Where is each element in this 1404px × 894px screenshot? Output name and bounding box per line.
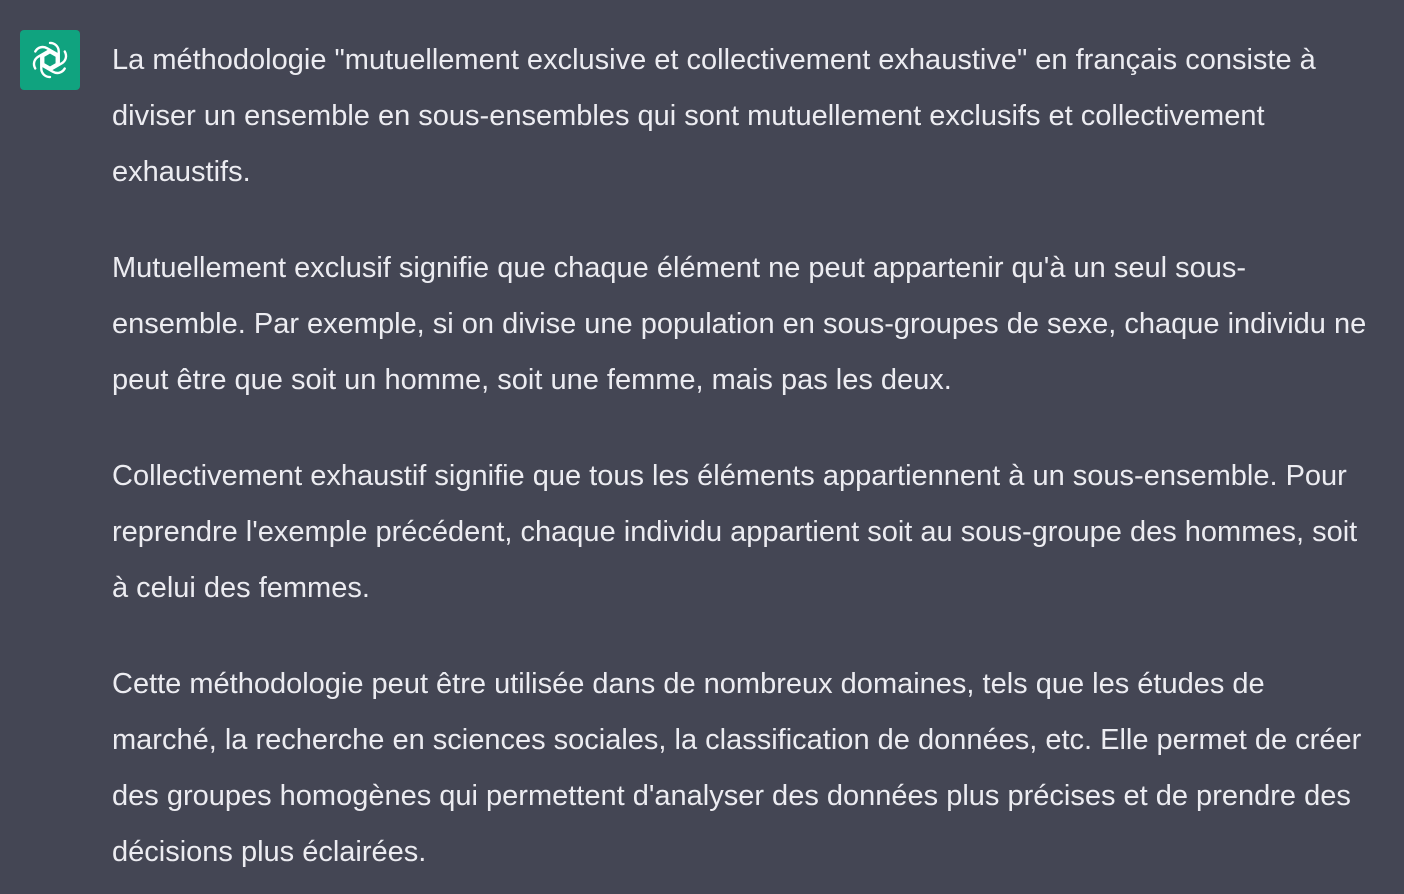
message-content <box>112 32 1374 880</box>
message-paragraph: La méthodologie "mutuellement exclusive et collectivement exhaustive" en français consiste à diviser un ensemble en sous-ensembles qui sont mutuellement exclusifs et collectivement exhaustifs. <box>112 44 1316 188</box>
message-paragraph: Cette méthodologie peut être utilisée dans de nombreux domaines, tels que les études de marché, la recherche en sciences sociales, la classification de données, etc. Elle permet de créer des groupes homogènes qui permettent d'analyser des données plus précises et de prendre des décisions plus éclairées. <box>112 668 1362 868</box>
message-paragraph: Collectivement exhaustif signifie que tous les éléments appartiennent à un sous-ensemble. Pour reprendre l'exemple précédent, chaque individu appartient soit au sous-groupe des hommes, soit à celui des femmes. <box>112 460 1358 604</box>
openai-logo-icon <box>27 37 73 83</box>
message-paragraph: Mutuellement exclusif signifie que chaque élément ne peut appartenir qu'à un seul sous-ensemble. Par exemple, si on divise une population en sous-groupes de sexe, chaque individu ne peut être que soit un homme, soit une femme, mais pas les deux. <box>112 252 1367 396</box>
assistant-avatar <box>20 30 80 90</box>
